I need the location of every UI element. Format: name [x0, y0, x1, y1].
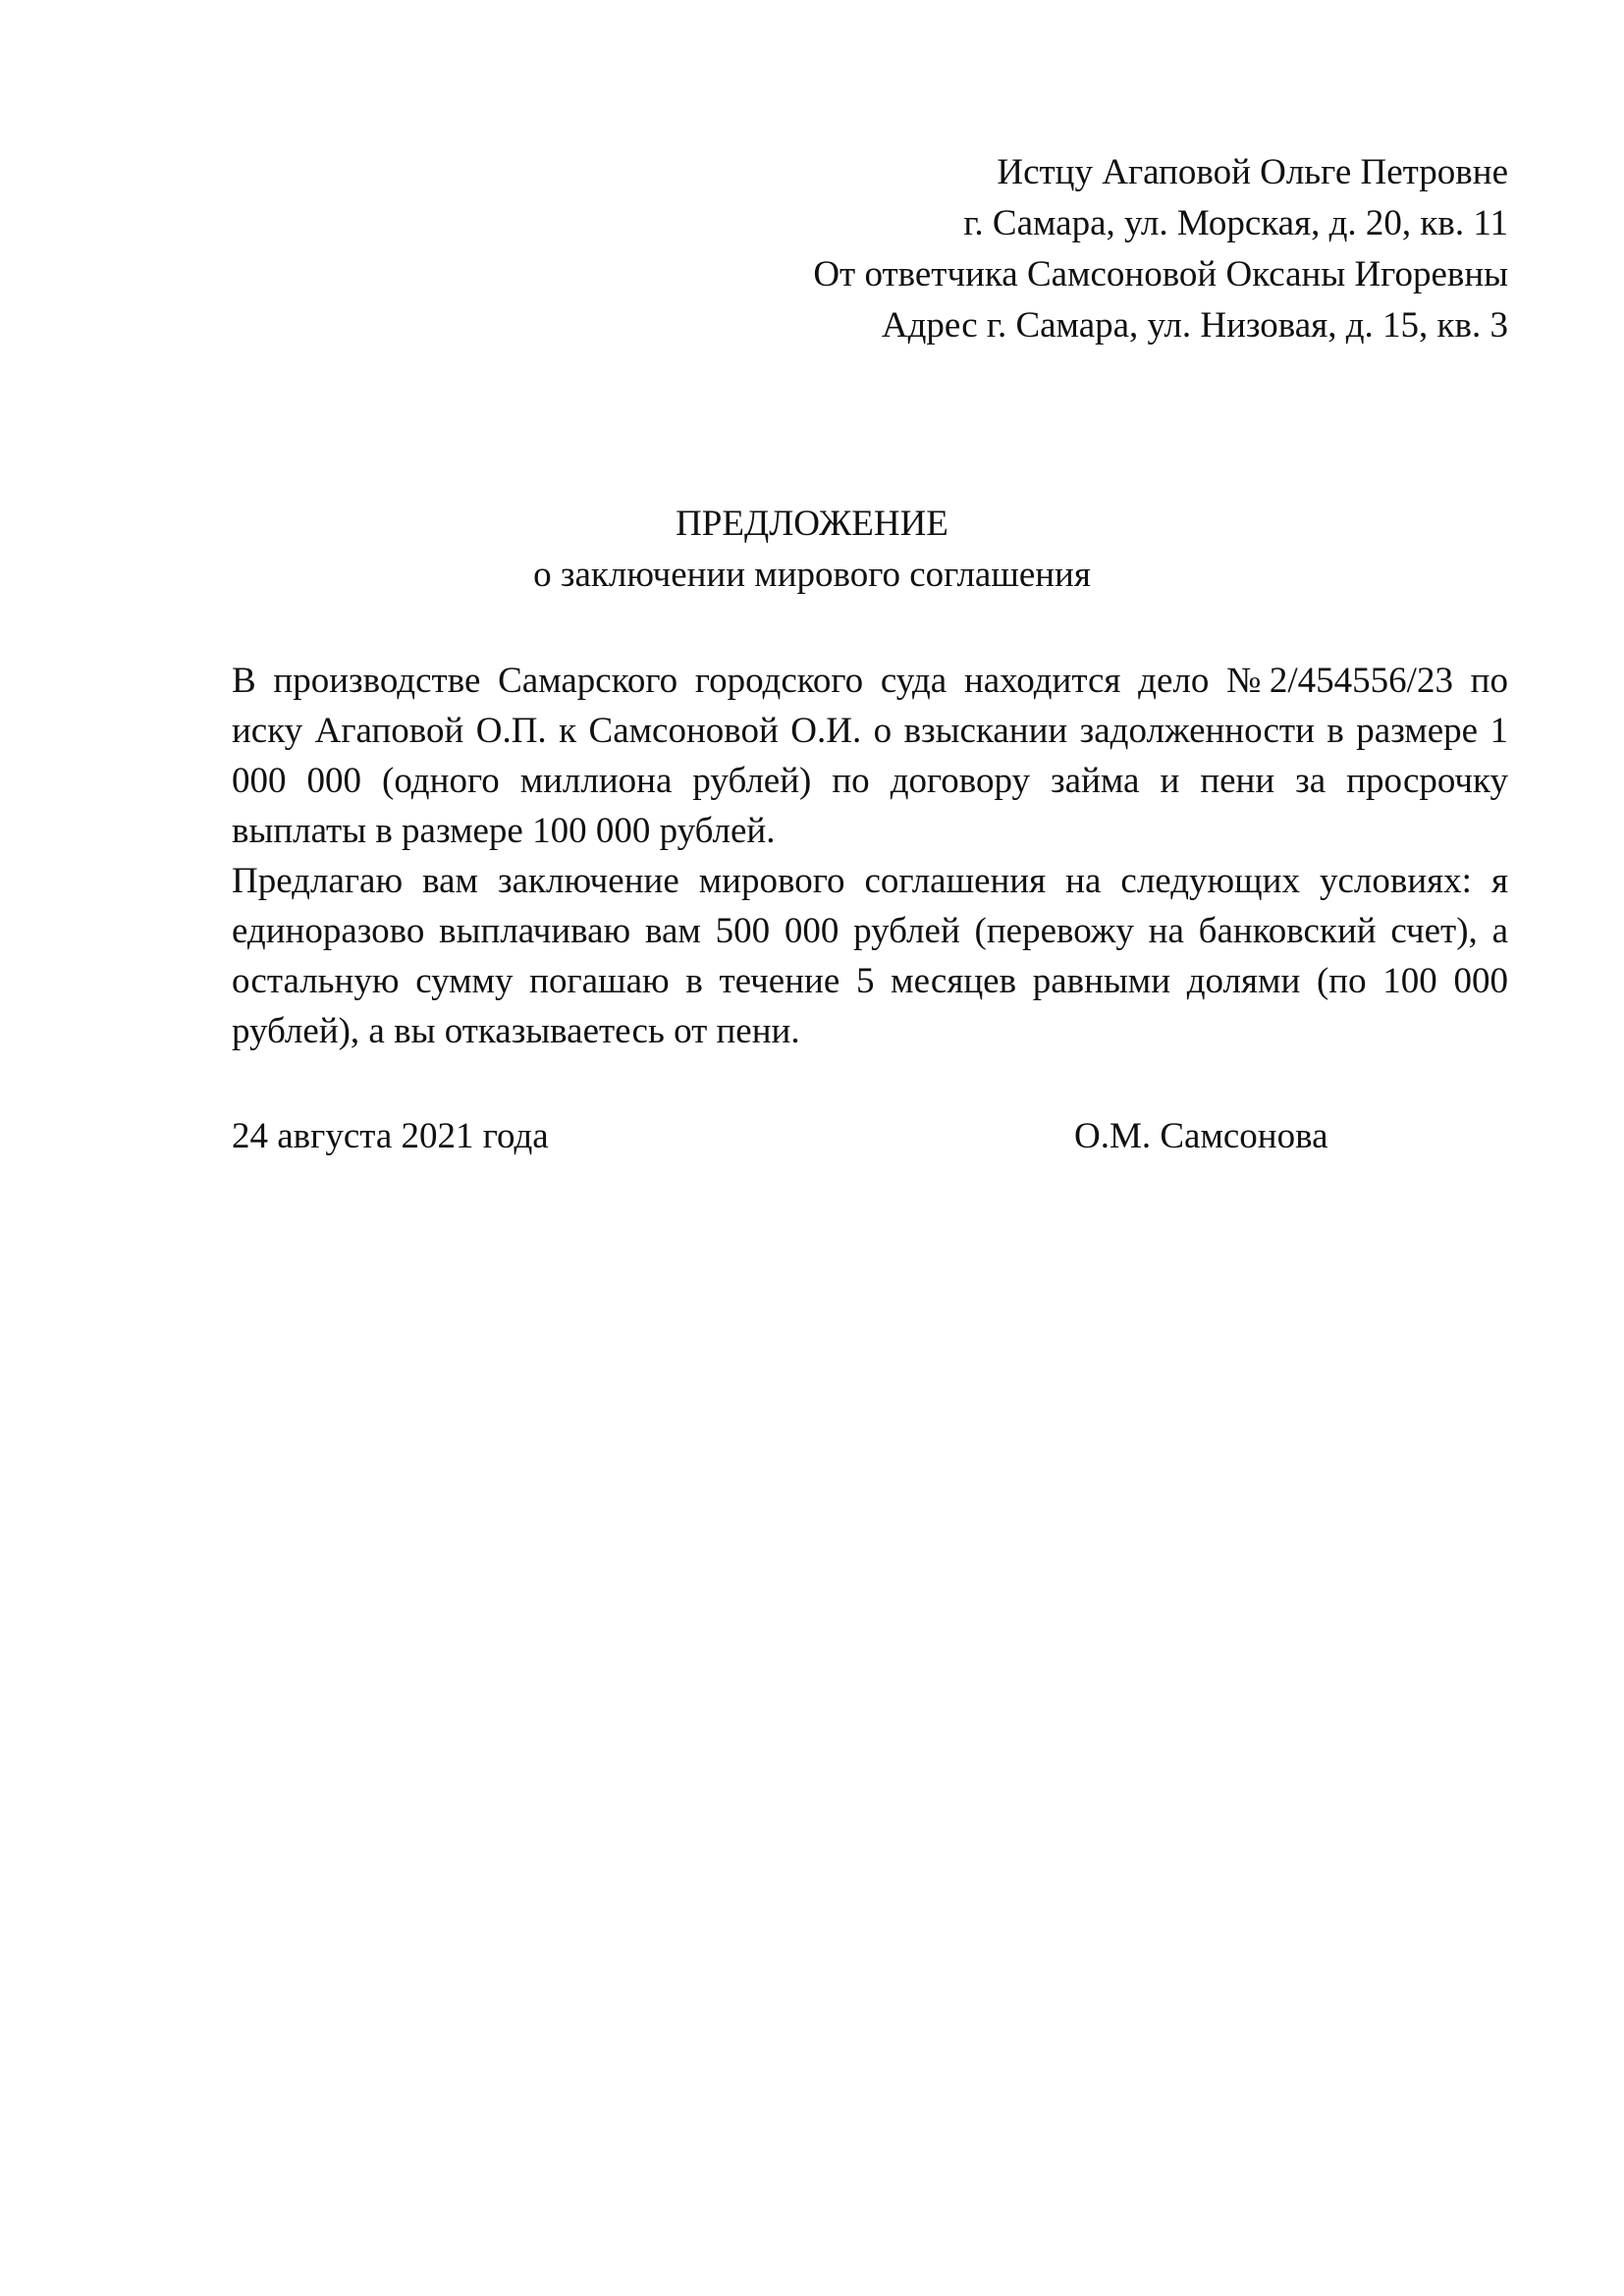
- addressee-defendant-name: От ответчика Самсоновой Оксаны Игоревны: [813, 254, 1508, 294]
- addressee-plaintiff-name: Истцу Агаповой Ольге Петровне: [997, 152, 1508, 192]
- addressee-plaintiff-address: г. Самара, ул. Морская, д. 20, кв. 11: [963, 203, 1508, 243]
- document-title-block: [0, 499, 1624, 601]
- document-subtitle: о заключении мирового соглашения: [533, 555, 1091, 595]
- document-date: 24 августа 2021 года: [232, 1116, 549, 1156]
- document-title: ПРЕДЛОЖЕНИЕ: [676, 504, 948, 544]
- addressee-defendant-address: Адрес г. Самара, ул. Низовая, д. 15, кв. 3: [881, 305, 1508, 346]
- signature-name: О.М. Самсонова: [1074, 1116, 1328, 1156]
- document-body: [232, 656, 1508, 1056]
- body-paragraph-proposal: Предлагаю вам заключение мирового соглашения на следующих условиях: я единоразово выплачиваю вам 500 000 рублей (перевожу на банковский счет), а остальную сумму погашаю в течение 5 месяцев равными долями (по 100 000 рублей), а вы отказываетесь от пени.: [232, 861, 1508, 1051]
- addressee-block: [526, 147, 1508, 351]
- body-paragraph-case: В производстве Самарского городского суда находится дело №2/454556/23 по иску Агаповой О.П. к Самсоновой О.И. о взыскании задолженности в размере 1 000 000 (одного миллиона рублей) по договору займа и пени за просрочку выплаты в размере 100 000 рублей.: [232, 661, 1508, 851]
- document-footer: [232, 1111, 1508, 1162]
